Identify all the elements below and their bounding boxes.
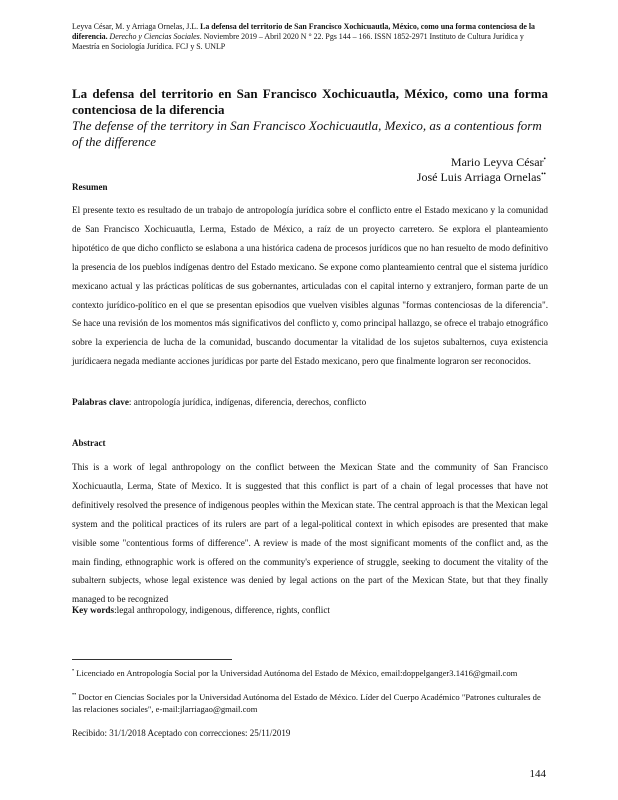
footnote-1 [72,665,552,679]
running-header [72,22,550,52]
resumen-text: El presente texto es resultado de un trabajo de antropología jurídica sobre el conflicto entre el Estado mexicano y la comunidad de San Francisco Xochicuautla, Lerma, Estado de México, a raíz de un proyecto carretero. Se explora el planteamiento hipotético de que dicho conflicto se eslabona a una histórica cadena de procesos jurídicos que no han resuelto de modo definitivo la presencia de los pueblos indígenas dentro del Estado mexicano. Se expone como planteamiento central que el sistema jurídico mexicano actual y las prácticas políticas de sus gobernantes, articuladas con el capital interno y extranjero, forman parte de un contexto jurídico-político en el que se presentan episodios que vuelven visibles algunas "formas contenciosas de la diferencia". Se hace una revisión de los momentos más significativos del conflicto y, como principal hallazgo, se ofrece el trabajo etnográfico sobre la experiencia de lucha de la comunidad, buscando documentar la vitalidad de los sujetos subalternos, cuya existencia jurídicaera negada mediante acciones jurídicas por parte del Estado mexicano, pero que finalmente lograron ser reconocidos. [72,205,548,367]
palabras-clave-text: : antropología jurídica, indígenas, diferencia, derechos, conflicto [128,397,367,407]
page-number: 144 [529,768,546,780]
author-1-name: Mario Leyva César [450,155,544,169]
footnote-1-mark: • [72,668,75,674]
article-title: La defensa del territorio en San Francisco Xochicuautla, México, como una forma contenciosa de la diferencia [72,86,548,117]
header-journal: Derecho y Ciencias Sociales [107,32,200,41]
abstract-heading: Abstract [72,438,106,448]
author-2-name: José Luis Arriaga Ornelas [416,170,542,184]
article-title-english: The defense of the territory in San Francisco Xochicuautla, Mexico, as a contentious form of the difference [72,118,542,149]
footnote-2-text: Doctor en Ciencias Sociales por la Universidad Autónoma del Estado de México. Líder del Cuerpo Académico "Patrones culturales de las relaciones sociales", e-mail:jlarriagao@gmail.com [72,691,541,714]
footnote-2 [72,689,552,715]
key-words-label: Key words [72,605,115,615]
resumen-heading: Resumen [72,182,108,192]
key-words [72,604,548,616]
footnote-1-text: Licenciado en Antropología Social por la Universidad Autónoma del Estado de México, email:doppelganger3.1416@gmail.com [74,667,518,678]
palabras-clave [72,396,548,408]
header-title: La defensa del territorio de San Francisco Xochicuautla, México, como una forma contenciosa de la diferencia. [72,22,535,41]
key-words-text: :legal anthropology, indigenous, difference, rights, conflict [114,605,330,615]
author-2-mark: •• [541,170,546,178]
header-details: . Noviembre 2019 – Abril 2020 N ° 22. Pgs 144 – 166. ISSN 1852-2971 Instituto de Cultura Jurídica y Maestría en Sociología Jurídica. FCJ y S. UNLP [72,32,524,51]
footnote-divider [72,659,232,660]
footnote-2-mark: •• [72,692,77,698]
palabras-clave-label: Palabras clave [72,397,129,407]
author-2 [417,167,546,184]
author-1-mark: • [543,155,546,163]
abstract-text: This is a work of legal anthropology on the conflict between the Mexican State and the community of San Francisco Xochicuautla, Lerma, State of Mexico. It is suggested that this conflict is part of a chain of legal processes that have not definitively resolved the presence of indigenous peoples within the Mexican state. The central approach is that the Mexican legal system and the political practices of its rulers are part of a legal-political context in which episodes are presented that make visible some "contentious forms of difference". A review is made of the most significant moments of the conflict and, as the main finding, ethnographic work is offered on the community's experience of struggle, seeking to document the vitality of the subaltern subjects, whose legal existence was denied by legal actions on the part of the Mexican State, but that they finally managed to be recognized [72,462,548,605]
received-dates: Recibido: 31/1/2018 Aceptado con correcciones: 25/11/2019 [72,728,291,738]
header-authors: Leyva César, M. y Arriaga Ornelas, J.L. [72,22,201,31]
